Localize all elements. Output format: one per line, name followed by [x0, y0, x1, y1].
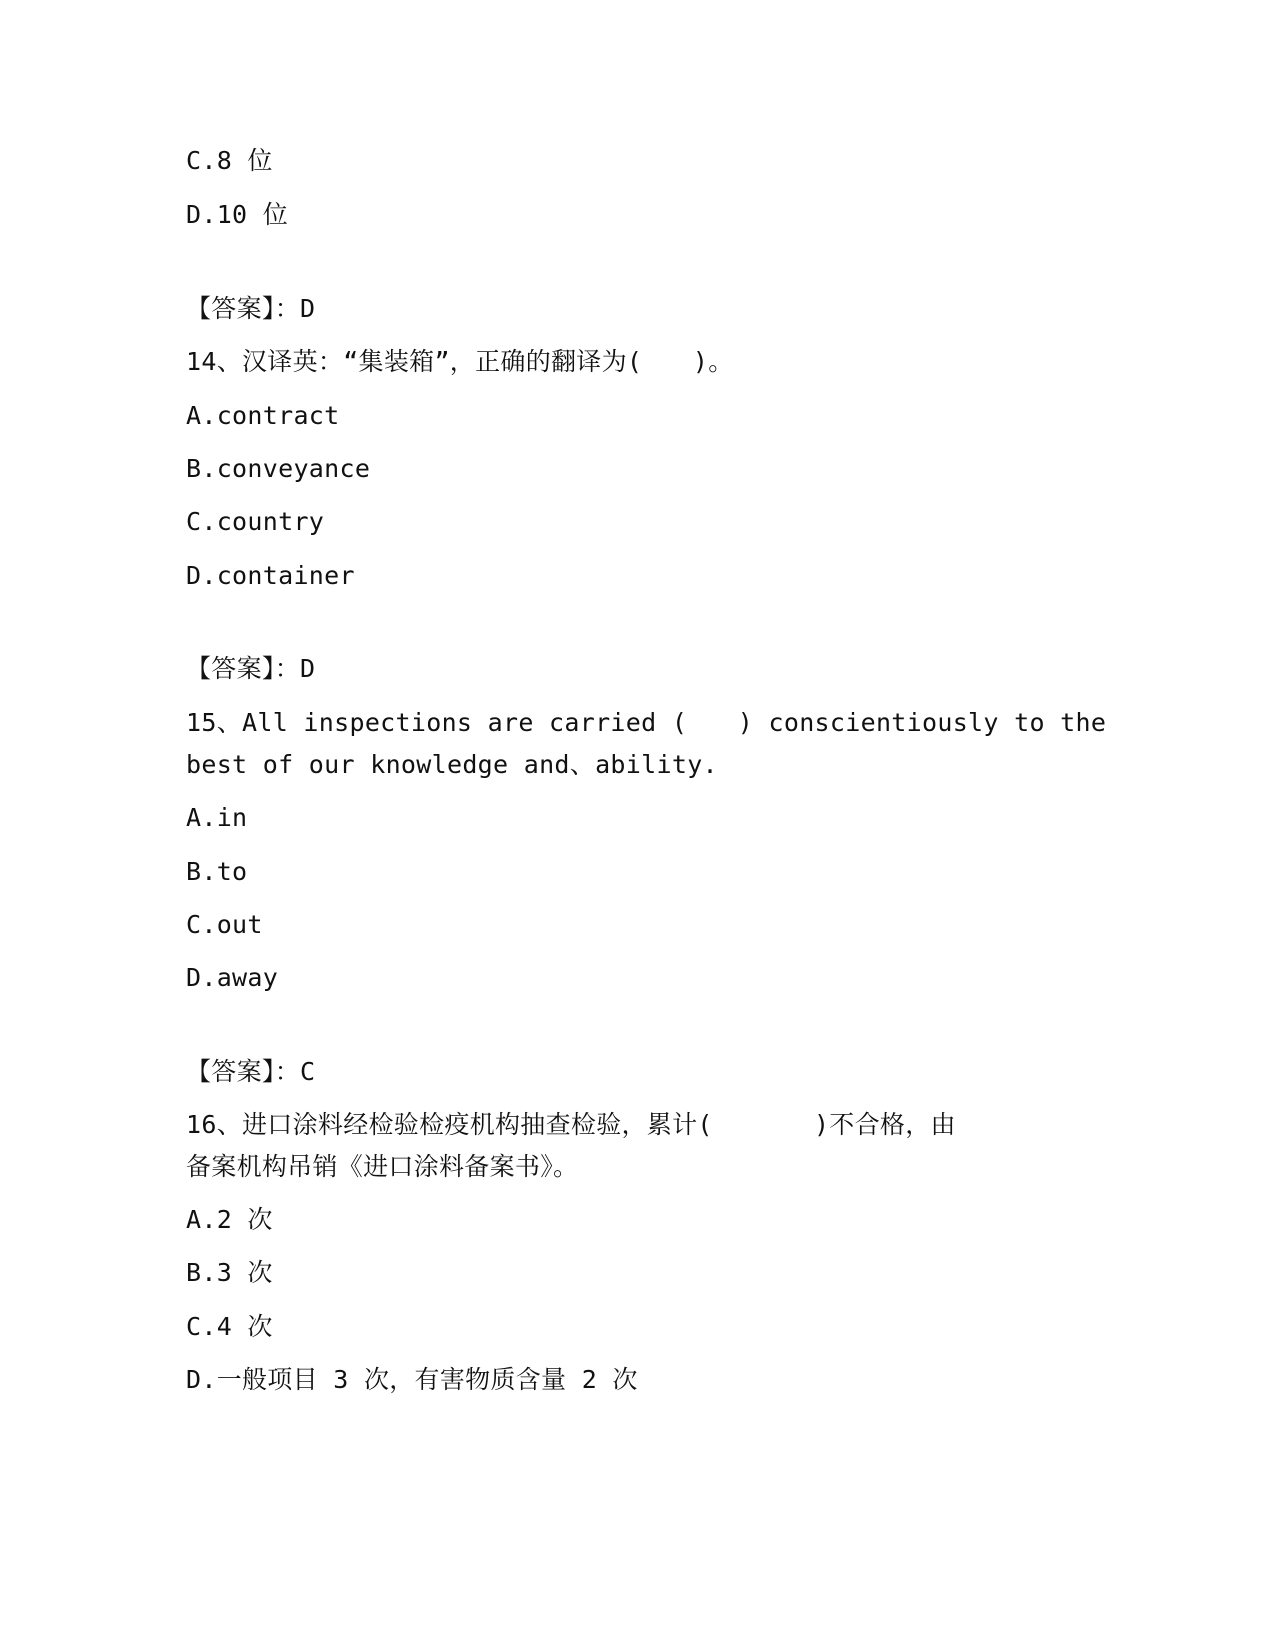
- q15-option-d: D.away: [186, 963, 279, 992]
- q14-option-b: B.conveyance: [186, 454, 371, 483]
- q15-question-line-2: best of our knowledge and、ability.: [186, 750, 718, 779]
- q13-option-c: C.8 位: [186, 146, 273, 175]
- q14-question: 14、汉译英：“集装箱”，正确的翻译为( )。: [186, 347, 734, 376]
- q16-option-a: A.2 次: [186, 1205, 273, 1234]
- q15-option-b: B.to: [186, 857, 248, 886]
- q16-option-c: C.4 次: [186, 1312, 273, 1341]
- q16-question-line-2: 备案机构吊销《进口涂料备案书》。: [186, 1152, 579, 1181]
- q13-answer: 【答案】：D: [186, 294, 316, 323]
- q16-option-b: B.3 次: [186, 1258, 273, 1287]
- q14-answer: 【答案】：D: [186, 654, 316, 683]
- q15-option-a: A.in: [186, 803, 248, 832]
- q15-answer: 【答案】：C: [186, 1057, 316, 1086]
- q14-option-a: A.contract: [186, 401, 340, 430]
- q14-option-d: D.container: [186, 561, 355, 590]
- q16-option-d: D.一般项目 3 次，有害物质含量 2 次: [186, 1365, 638, 1394]
- q15-question-line-1: 15、All inspections are carried ( ) conscientiously to the: [186, 708, 1107, 737]
- q15-option-c: C.out: [186, 910, 263, 939]
- q13-option-d: D.10 位: [186, 200, 289, 229]
- q16-question-line-1: 16、进口涂料经检验检疫机构抽查检验，累计( )不合格，由: [186, 1110, 956, 1139]
- q14-option-c: C.country: [186, 507, 325, 536]
